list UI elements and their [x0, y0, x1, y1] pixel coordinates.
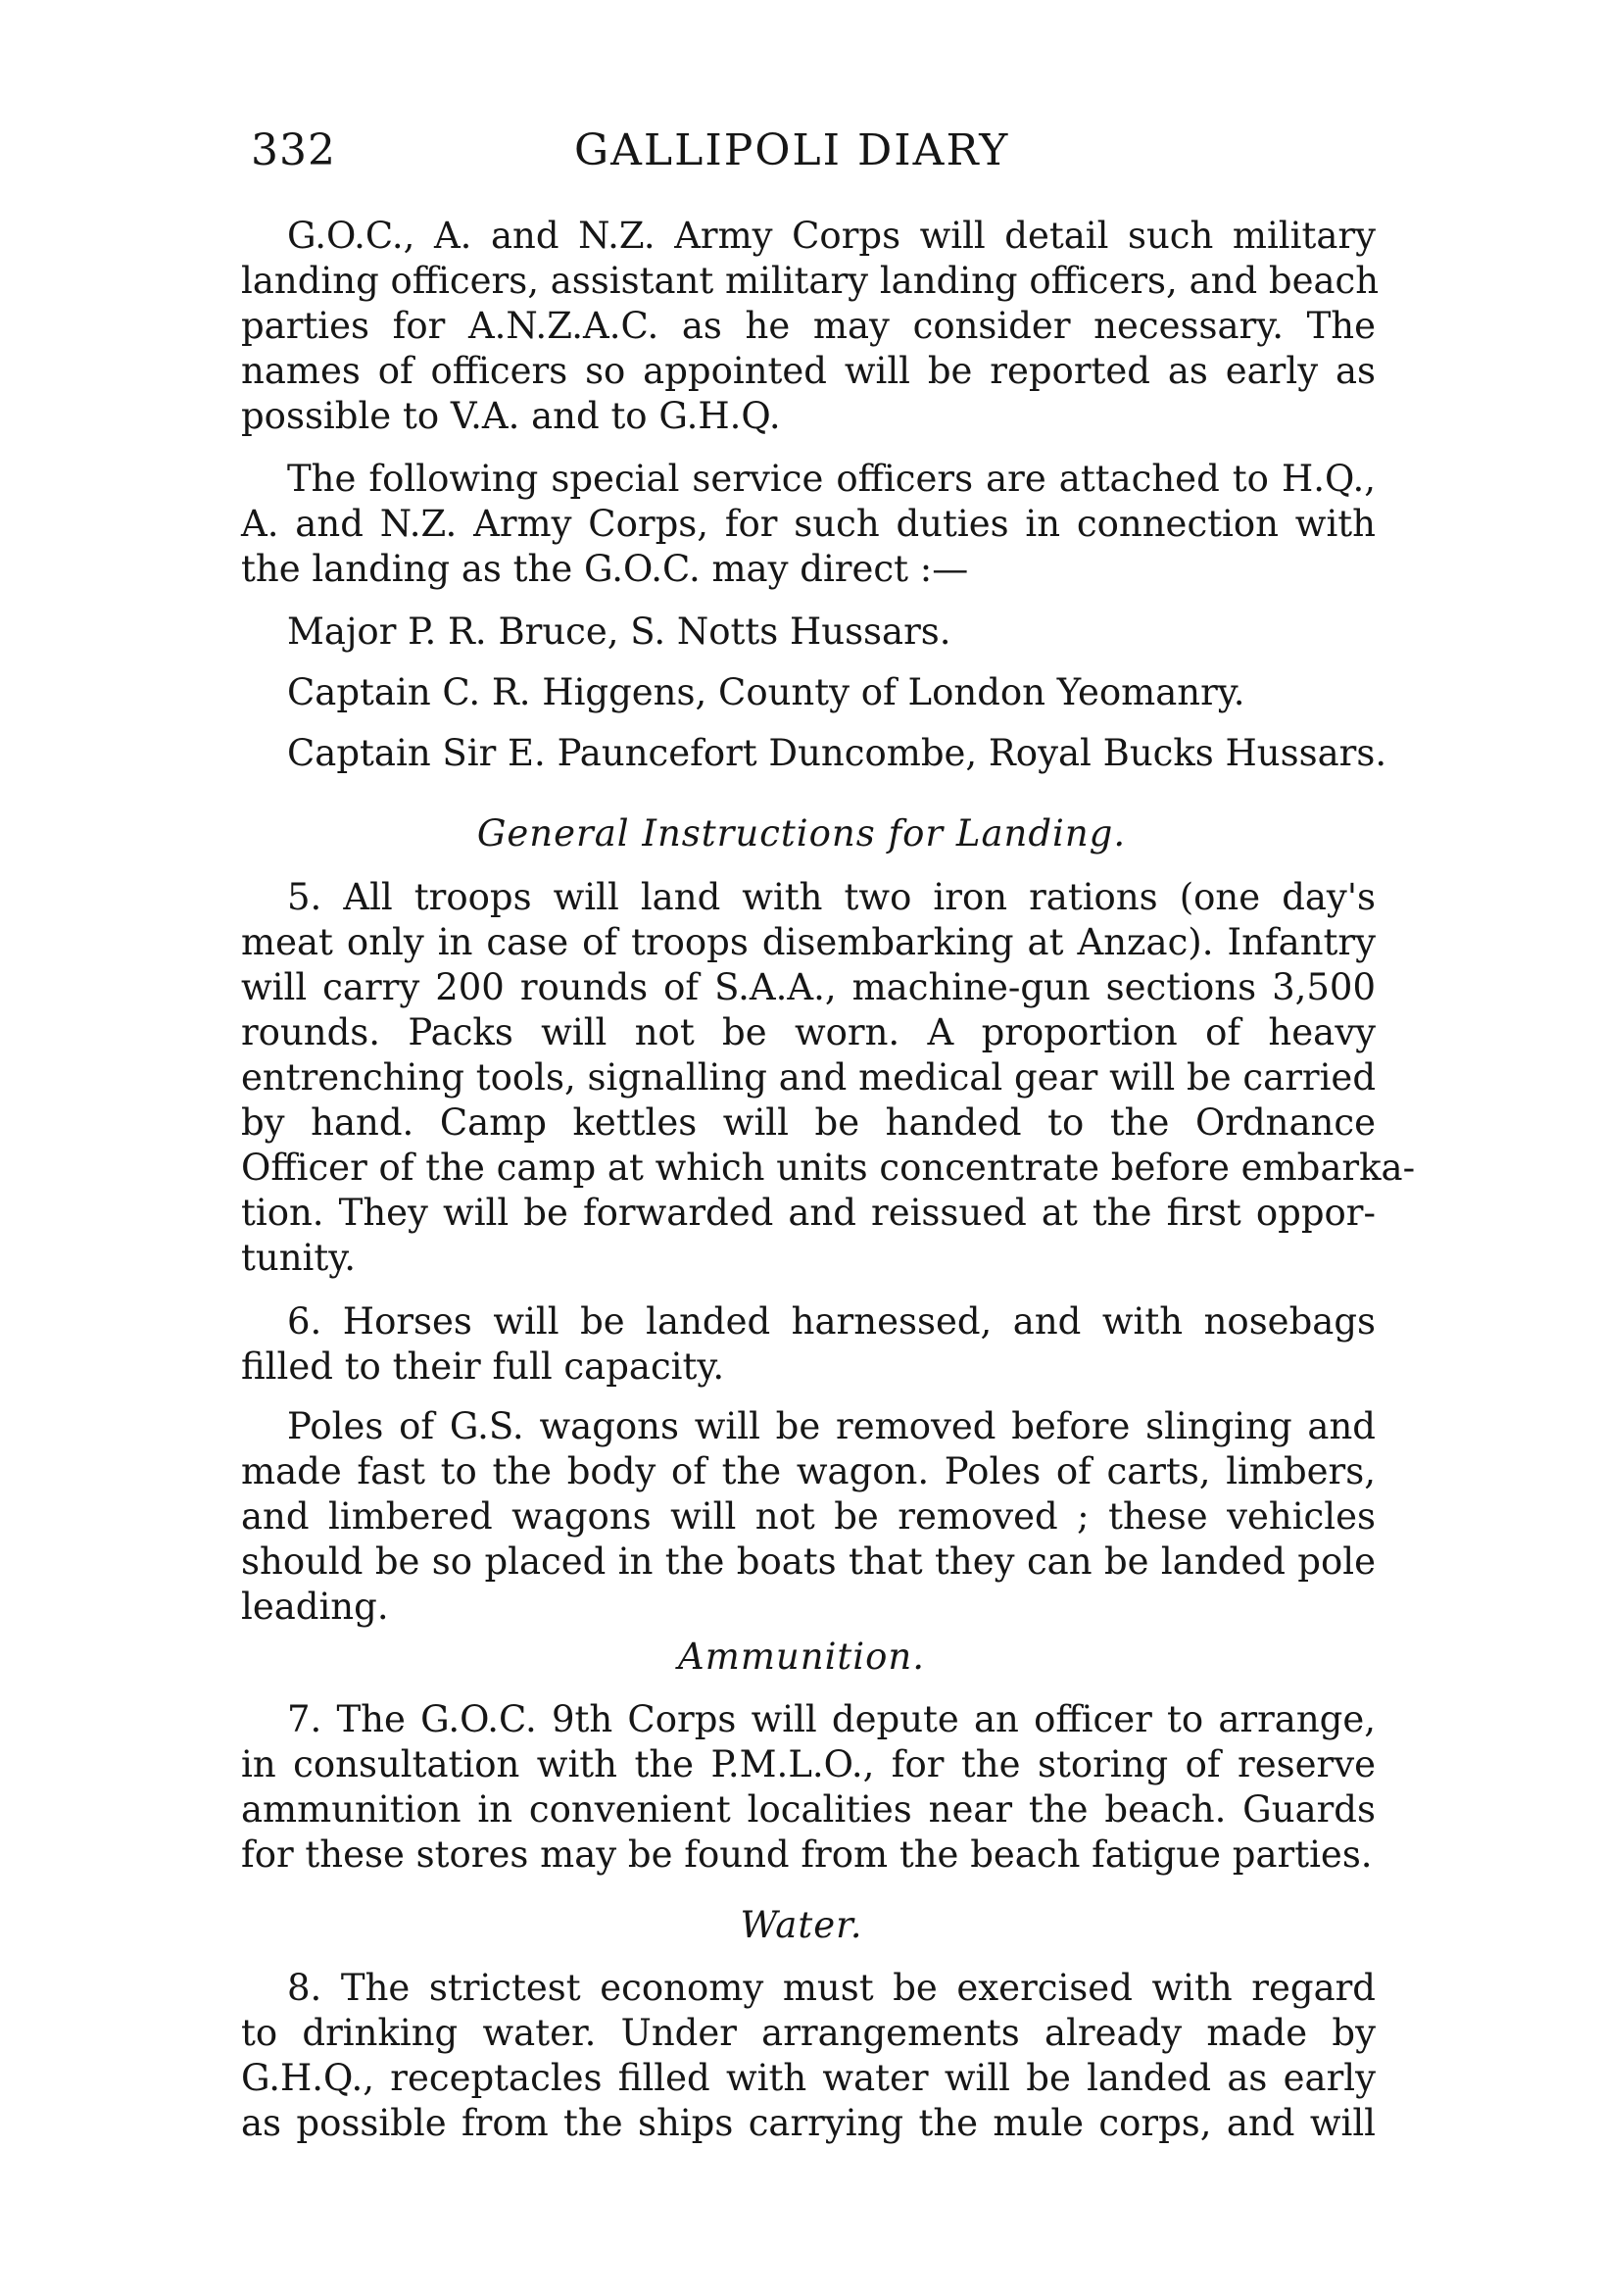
- text-line: tunity.: [241, 1237, 356, 1279]
- text-line: will carry 200 rounds of S.A.A., machine-gun sections 3,500: [241, 966, 1376, 1008]
- text-line: ammunition in convenient localities near the beach. Guards: [241, 1788, 1376, 1831]
- officer-entry: Captain Sir E. Pauncefort Duncombe, Royal Bucks Hussars.: [287, 732, 1387, 774]
- text-line: landing officers, assistant military landing officers, and beach: [241, 260, 1380, 302]
- text-line: and limbered wagons will not be removed ; these vehicles: [241, 1495, 1376, 1538]
- running-title: GALLIPOLI DIARY: [574, 125, 1010, 175]
- text-line: possible to V.A. and to G.H.Q.: [241, 395, 781, 437]
- paragraph-6: [241, 1299, 1376, 1390]
- text-line: 5. All troops will land with two iron rations (one day's: [287, 876, 1376, 918]
- paragraph-8: [241, 1966, 1376, 2146]
- text-line: rounds. Packs will not be worn. A proportion of heavy: [241, 1011, 1376, 1053]
- text-line: 7. The G.O.C. 9th Corps will depute an officer to arrange,: [287, 1698, 1376, 1740]
- text-line: The following special service officers are attached to H.Q.,: [287, 458, 1376, 500]
- officer-entry: Captain C. R. Higgens, County of London Yeomanry.: [287, 671, 1245, 713]
- paragraph-poles: [241, 1404, 1376, 1630]
- paragraph-landing-officers: [241, 214, 1380, 439]
- section-heading-general-instructions: General Instructions for Landing.: [476, 812, 1127, 855]
- page-number: 332: [251, 125, 336, 175]
- text-line: G.H.Q., receptacles filled with water will be landed as early: [241, 2057, 1376, 2099]
- text-line: as possible from the ships carrying the mule corps, and will: [241, 2102, 1376, 2144]
- officer-entry: Major P. R. Bruce, S. Notts Hussars.: [287, 611, 951, 653]
- text-line: parties for A.N.Z.A.C. as he may consider necessary. The: [241, 305, 1376, 347]
- text-line: the landing as the G.O.C. may direct :—: [241, 548, 969, 590]
- text-line: A. and N.Z. Army Corps, for such duties in connection with: [241, 503, 1376, 545]
- text-line: Officer of the camp at which units concentrate before embarka-: [241, 1147, 1416, 1189]
- paragraph-special-service-officers: [241, 457, 1376, 592]
- text-line: made fast to the body of the wagon. Poles of carts, limbers,: [241, 1450, 1376, 1492]
- text-line: G.O.C., A. and N.Z. Army Corps will detail such military: [287, 215, 1376, 257]
- page-header: [251, 125, 1133, 184]
- section-heading-water: Water.: [740, 1904, 863, 1946]
- text-line: 6. Horses will be landed harnessed, and with nosebags: [287, 1300, 1376, 1343]
- text-line: to drinking water. Under arrangements already made by: [241, 2012, 1376, 2054]
- text-line: entrenching tools, signalling and medical gear will be carried: [241, 1056, 1376, 1099]
- paragraph-7: [241, 1697, 1376, 1878]
- section-heading-ammunition: Ammunition.: [678, 1636, 925, 1678]
- text-line: Poles of G.S. wagons will be removed before slinging and: [287, 1405, 1376, 1447]
- text-line: by hand. Camp kettles will be handed to the Ordnance: [241, 1101, 1376, 1144]
- text-line: for these stores may be found from the beach fatigue parties.: [241, 1833, 1373, 1876]
- text-line: filled to their full capacity.: [241, 1345, 725, 1388]
- text-line: 8. The strictest economy must be exercised with regard: [287, 1967, 1376, 2009]
- paragraph-5: [241, 875, 1416, 1281]
- text-line: tion. They will be forwarded and reissued at the first oppor-: [241, 1192, 1376, 1234]
- text-line: in consultation with the P.M.L.O., for the storing of reserve: [241, 1743, 1376, 1785]
- text-line: meat only in case of troops disembarking at Anzac). Infantry: [241, 921, 1376, 963]
- text-line: names of officers so appointed will be reported as early as: [241, 350, 1376, 392]
- text-line: should be so placed in the boats that they can be landed pole: [241, 1540, 1376, 1583]
- text-line: leading.: [241, 1586, 389, 1628]
